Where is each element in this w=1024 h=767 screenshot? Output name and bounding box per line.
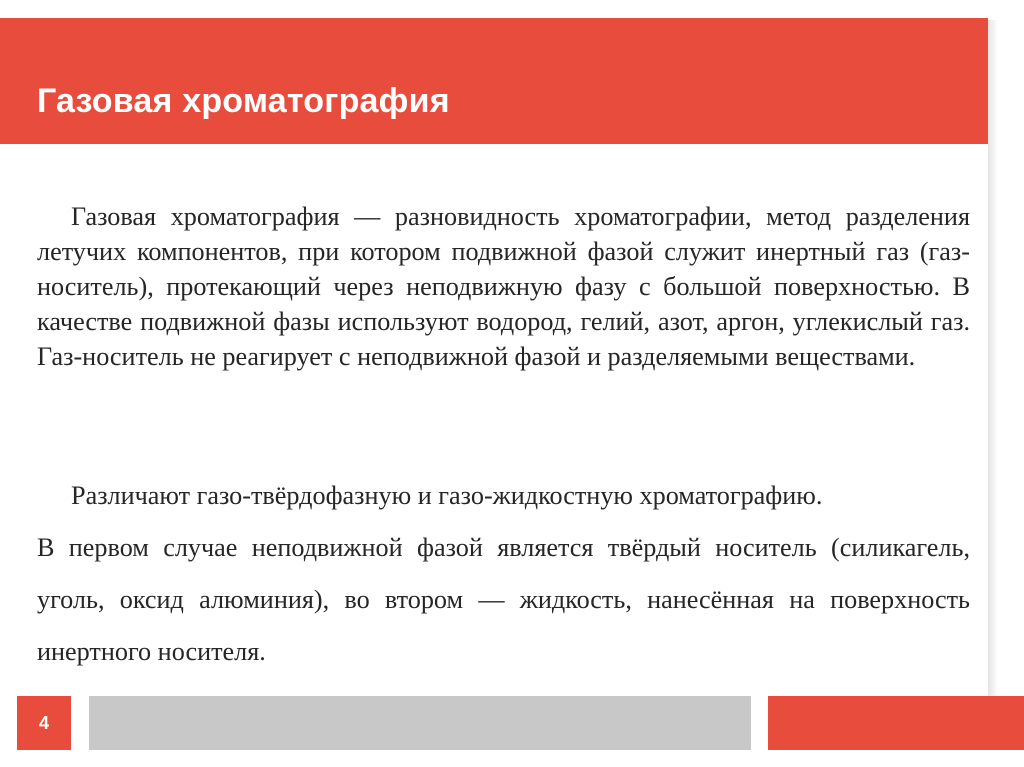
paragraph-types-intro: Различают газо-твёрдофазную и газо-жидкостную хроматографию. [71, 481, 823, 510]
footer-red-bar [768, 696, 1024, 750]
paragraph-types-details: В первом случае неподвижной фазой является твёрдый носитель (силикагель, уголь, оксид алюминия), во втором — жидкость, нанесённая на поверхность инертного носителя. [37, 533, 970, 666]
slide-title: Газовая хроматография [37, 82, 450, 120]
header-bar [0, 18, 988, 144]
paragraph-definition: Газовая хроматография — разновидность хроматографии, метод разделения летучих компонентов, при котором подвижной фазой служит инертный газ (газ-носитель), протекающий через неподвижную фазу с большой поверхностью. В качестве подвижной фазы используют водород, гелий, азот, аргон, углекислый газ. Газ-носитель не реагирует с неподвижной фазой и разделяемыми веществами. [37, 202, 970, 371]
paragraph-types [37, 470, 970, 678]
page-number-box [17, 696, 71, 750]
page-number: 4 [38, 712, 49, 733]
footer-gray-bar [89, 696, 751, 750]
slide-edge-shadow [988, 20, 998, 745]
